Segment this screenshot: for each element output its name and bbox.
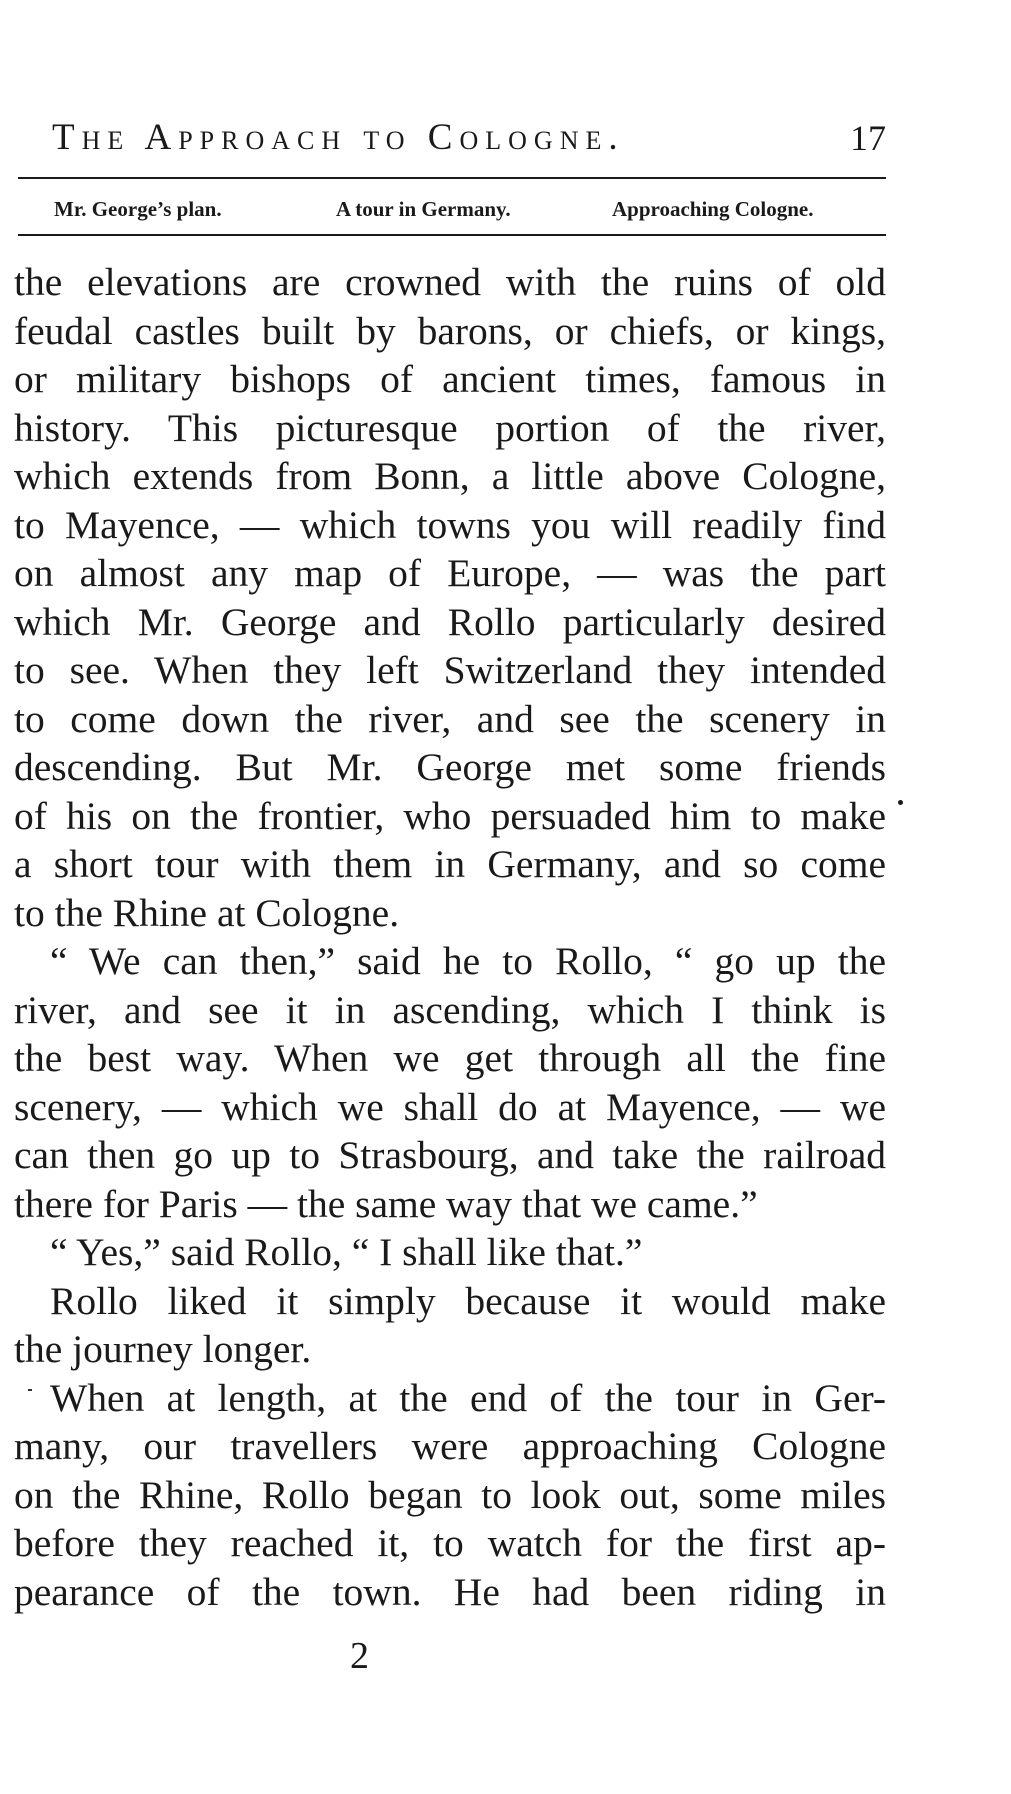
text-line: descending. But Mr. George met some friends bbox=[14, 745, 886, 789]
text-line: the best way. When we get through all the fine bbox=[14, 1036, 886, 1080]
text-line: or military bishops of ancient times, famous in bbox=[14, 357, 886, 401]
text-line: the journey longer. bbox=[14, 1327, 312, 1371]
text-line: a short tour with them in Germany, and so come bbox=[14, 842, 886, 886]
text-line: which extends from Bonn, a little above Cologne, bbox=[14, 454, 886, 498]
text-line: to Mayence, — which towns you will readily find bbox=[14, 502, 886, 547]
side-note: Approaching Cologne. bbox=[612, 197, 814, 221]
page-number: 17 bbox=[850, 118, 886, 158]
text-line: Rollo liked it simply because it would make bbox=[50, 1278, 886, 1323]
side-note: Mr. George’s plan. bbox=[54, 197, 222, 221]
text-line: to come down the river, and see the scenery in bbox=[14, 696, 886, 741]
text-line: on the Rhine, Rollo began to look out, some miles bbox=[14, 1472, 886, 1517]
header-rule-bottom bbox=[18, 234, 886, 236]
text-line: many, our travellers were approaching Cologne bbox=[14, 1424, 886, 1468]
text-line: history. This picturesque portion of the river, bbox=[14, 405, 886, 450]
signature-mark: 2 bbox=[350, 1635, 369, 1677]
print-speck bbox=[898, 800, 903, 805]
running-head bbox=[52, 112, 886, 164]
side-notes bbox=[42, 192, 880, 226]
body-text bbox=[14, 258, 886, 1616]
print-speck bbox=[28, 1389, 32, 1391]
text-line: before they reached it, to watch for the first ap- bbox=[14, 1521, 886, 1565]
text-line: to the Rhine at Cologne. bbox=[14, 890, 400, 935]
text-line: scenery, — which we shall do at Mayence, — we bbox=[14, 1084, 886, 1129]
text-line: “ We can then,” said he to Rollo, “ go up the bbox=[50, 939, 886, 983]
text-line: on almost any map of Europe, — was the part bbox=[14, 551, 886, 595]
text-line: the elevations are crowned with the ruins of old bbox=[14, 260, 886, 304]
text-line: which Mr. George and Rollo particularly desired bbox=[14, 599, 886, 644]
text-line: river, and see it in ascending, which I think is bbox=[14, 987, 886, 1032]
side-note: A tour in Germany. bbox=[336, 197, 511, 221]
text-line: of his on the frontier, who persuaded him to make bbox=[14, 793, 886, 838]
text-line: pearance of the town. He had been riding in bbox=[14, 1569, 886, 1614]
text-line: feudal castles built by barons, or chiefs, or kings, bbox=[14, 308, 886, 353]
header-rule-top bbox=[18, 177, 886, 179]
text-line: to see. When they left Switzerland they intended bbox=[14, 648, 886, 692]
text-line: “ Yes,” said Rollo, “ I shall like that.” bbox=[50, 1230, 643, 1274]
text-line: there for Paris — the same way that we came.” bbox=[14, 1181, 758, 1226]
running-title: The Approach to Cologne. bbox=[52, 117, 625, 158]
text-line: can then go up to Strasbourg, and take the railroad bbox=[14, 1133, 886, 1177]
book-page bbox=[14, 0, 886, 1794]
text-line: When at length, at the end of the tour in Ger- bbox=[50, 1375, 886, 1420]
